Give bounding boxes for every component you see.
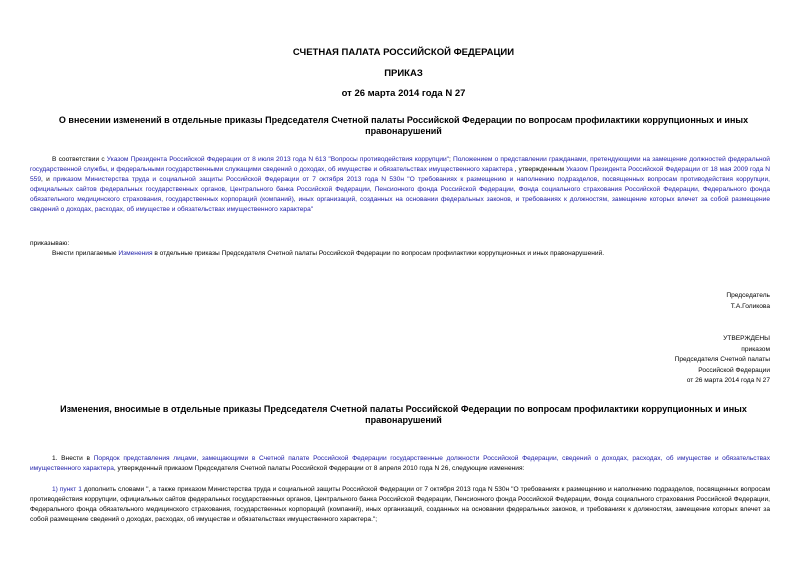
preamble-text-3: , утвержденным bbox=[512, 166, 567, 173]
item-1-1-text: дополнить словами ", а также приказом Министерства труда и социальной защиты Российской Федерации от 7 октября 2013 года N 530н "О требованиях к размещению и наполнению подразделов, посвященных вопросам противодействия коррупции, официальных сайтов федеральных государственных органов, Центрального банка Российской Федерации, Пенсионного фонда Российской Федерации, Фонда социального страхования Российской Федерации, Федерального фонда обязательного медицинского страхования, государственных корпораций (компаний), иных организаций, созданных на основании федеральных законов, и требованиях к должностям, замещение которых влечет за собой размещение сведений о доходах, расходах, об имуществе и обязательствах имущественного характера."; bbox=[30, 486, 770, 523]
ministry-order-530n-link[interactable]: приказом Министерства труда и социальной защиты Российской Федерации от 7 октября 2013 года N 530н "О требованиях к размещению и наполнению подразделов, посвященных вопросам противодействия коррупции, официальных сайтов федеральных государственных органов, Центрального банка Российской Федерации, Пенсионного фонда Российской Федерации, Фонда социального страхования Российской Федерации, Федерального фонда обязательного медицинского страхования, государственных корпораций (компаний), иных организаций, созданных на основании федеральных законов, и требованиях к должностям, замещение которых влечет за собой размещение сведений о доходах, расходах, об имуществе и обязательствах имущественного характера" bbox=[30, 176, 771, 213]
preamble-text-1: В соответствии с bbox=[52, 156, 107, 163]
signature-name: Т.А.Голикова bbox=[730, 302, 770, 310]
preamble-paragraph bbox=[30, 155, 770, 215]
item-1-text-2: , утвержденный приказом Председателя Счетной палаты Российской Федерации от 8 апреля 2010 года N 26, следующие изменения: bbox=[113, 465, 525, 472]
procedure-link[interactable]: Порядок представления лицами, замещающими в Счетной палате Российской Федерации государственные должности Российской Федерации, сведений о доходах, расходах, об имуществе и обязательствах имущественного характера bbox=[30, 455, 770, 472]
order-paragraph bbox=[30, 249, 770, 259]
approval-block bbox=[675, 334, 770, 387]
order-word: приказываю: bbox=[30, 240, 70, 247]
approval-line-1: УТВЕРЖДЕНЫ bbox=[723, 335, 770, 342]
signature-block bbox=[726, 291, 770, 312]
preamble-text-4: , и bbox=[41, 176, 54, 183]
clause-1-link[interactable]: 1) пункт 1 bbox=[52, 486, 82, 493]
regulation-link[interactable]: Положением о представлении гражданами, претендующими на замещение должностей федеральной государственной службы, и федеральными государственными служащими сведений о доходах, об имуществе и обязательствах имущественного характера bbox=[30, 156, 770, 173]
changes-title: Изменения, вносимые в отдельные приказы Председателя Счетной палаты Российской Федерации по вопросам профилактики коррупционных и иных правонарушений bbox=[60, 404, 747, 425]
changes-link[interactable]: Изменения bbox=[118, 250, 153, 257]
approval-line-5: от 26 марта 2014 года N 27 bbox=[686, 377, 770, 384]
order-text-2: в отдельные приказы Председателя Счетной палаты Российской Федерации по вопросам профилактики коррупционных и иных правонарушений. bbox=[152, 250, 605, 257]
item-1-1-paragraph bbox=[30, 485, 770, 525]
doc-date: от 26 марта 2014 года N 27 bbox=[341, 88, 466, 99]
preamble-text-2: ; bbox=[449, 156, 454, 163]
order-text-1: Внести прилагаемые bbox=[52, 250, 119, 257]
approval-line-2: приказом bbox=[741, 345, 770, 353]
doc-type-heading: ПРИКАЗ bbox=[384, 68, 423, 79]
presidential-decree-559-link[interactable]: Указом Президента Российской Федерации от 18 мая 2009 года N 559 bbox=[30, 166, 770, 183]
signature-position: Председатель bbox=[726, 292, 770, 299]
approval-line-4: Российской Федерации bbox=[698, 366, 770, 374]
item-1-text-1: 1. Внести в bbox=[52, 455, 94, 462]
org-heading: СЧЕТНАЯ ПАЛАТА РОССИЙСКОЙ ФЕДЕРАЦИИ bbox=[292, 47, 515, 58]
presidential-decree-613-link[interactable]: Указом Президента Российской Федерации от 8 июля 2013 года N 613 "Вопросы противодействия коррупции" bbox=[106, 156, 450, 163]
item-1-paragraph bbox=[30, 454, 770, 474]
approval-line-3: Председателя Счетной палаты bbox=[674, 356, 770, 363]
doc-title: О внесении изменений в отдельные приказы Председателя Счетной палаты Российской Федерации по вопросам профилактики коррупционных и иных правонарушений bbox=[58, 115, 749, 136]
